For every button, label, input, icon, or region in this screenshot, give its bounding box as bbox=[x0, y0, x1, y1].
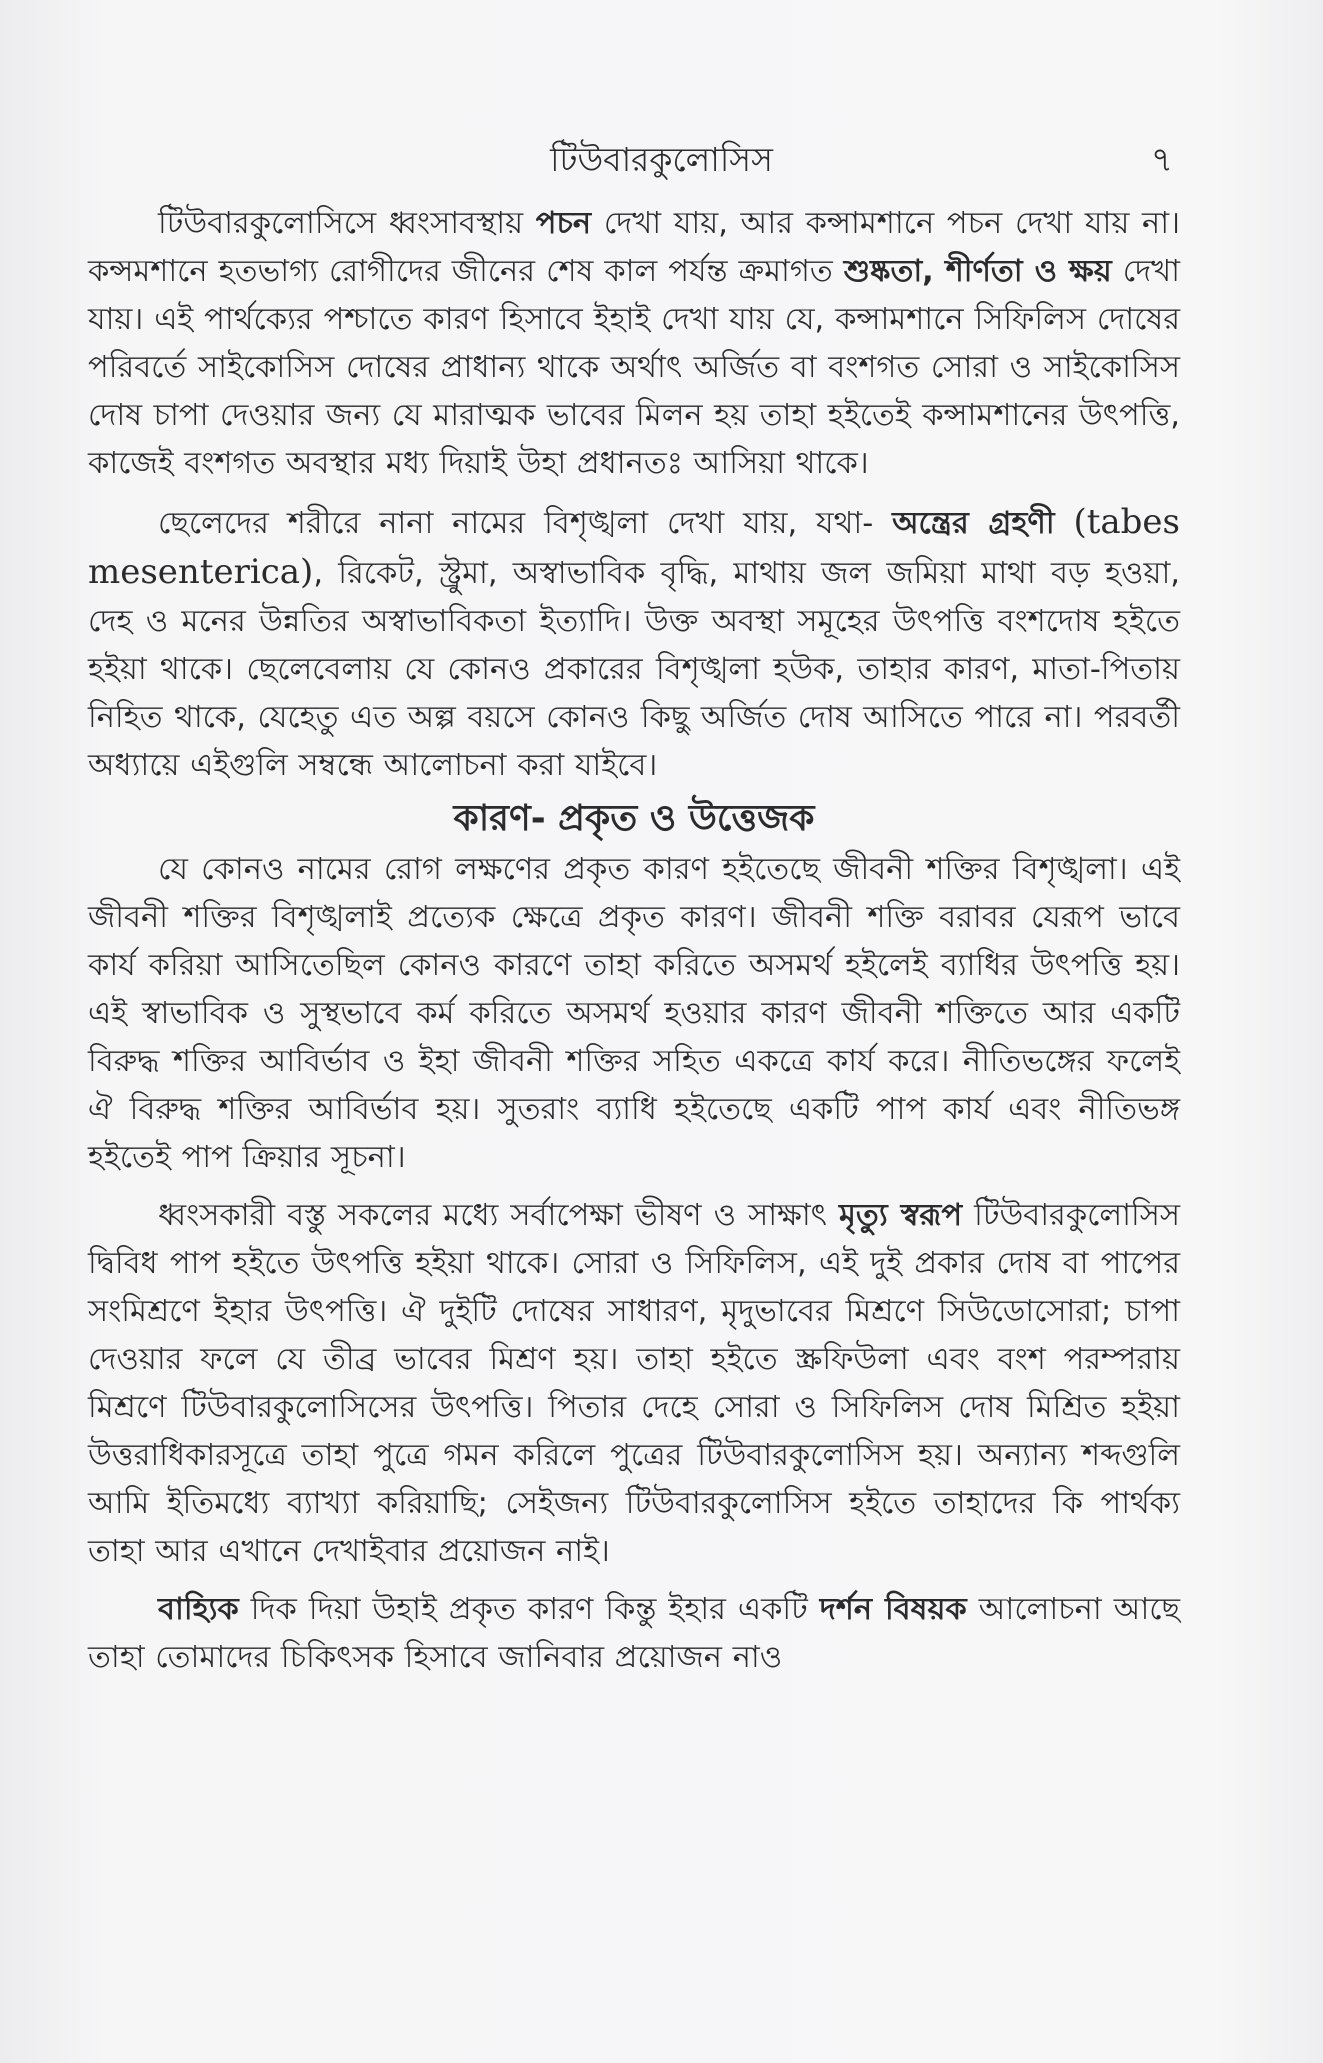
paragraph-4-text-a: ধ্বংসকারী বস্তু সকলের মধ্যে সর্বাপেক্ষা ভীষণ ও সাক্ষাৎ bbox=[158, 1198, 839, 1233]
paragraph-1-bold-b: শুষ্কতা, শীর্ণতা ও ক্ষয় bbox=[843, 254, 1112, 289]
paragraph-1-text-c: দেখা যায়। এই পার্থক্যের পশ্চাতে কারণ হিসাবে ইহাই দেখা যায় যে, কন্সামশানে সিফিলিস দোষের পরিবর্তে সাইকোসিস দোষের প্রাধান্য থাকে অর্থাৎ অর্জিত বা বংশগত সোরা ও সাইকোসিস দোষ চাপা দেওয়ার জন্য যে মারাত্মক ভাবের মিলন হয় তাহা হইতেই কন্সামশানের উৎপত্তি, কাজেই বংশগত অবস্থার মধ্য দিয়াই উহা প্রধানতঃ আসিয়া থাকে। bbox=[88, 254, 1180, 481]
paragraph-1 bbox=[88, 200, 1180, 488]
paragraph-2-latin-term: (tabes mesenterica) bbox=[88, 502, 1180, 592]
paragraph-4 bbox=[88, 1192, 1180, 1576]
section-heading: কারণ- প্রকৃত ও উত্তেজক bbox=[453, 798, 815, 839]
paragraph-4-bold-a: মৃত্যু স্বরূপ bbox=[839, 1198, 963, 1233]
paragraph-5-bold-a: বাহ্যিক bbox=[158, 1592, 239, 1627]
paragraph-1-text-b: দেখা যায়, আর কন্সামশানে পচন দেখা যায় না। কন্সমশানে হতভাগ্য রোগীদের জীনের শেষ কাল পর্যন্ত ক্রমাগত bbox=[88, 206, 1180, 289]
paragraph-3 bbox=[88, 846, 1180, 1182]
paragraph-2 bbox=[88, 498, 1180, 790]
page-number: ৭ bbox=[1150, 140, 1173, 180]
paragraph-5 bbox=[88, 1586, 1180, 1682]
paragraph-3-text: যে কোনও নামের রোগ লক্ষণের প্রকৃত কারণ হইতেছে জীবনী শক্তির বিশৃঙ্খলা। এই জীবনী শক্তির বিশৃঙ্খলাই প্রত্যেক ক্ষেত্রে প্রকৃত কারণ। জীবনী শক্তি বরাবর যেরূপ ভাবে কার্য করিয়া আসিতেছিল কোনও কারণে তাহা করিতে অসমর্থ হইলেই ব্যাধির উৎপত্তি হয়। এই স্বাভাবিক ও সুস্থভাবে কর্ম করিতে অসমর্থ হওয়ার কারণ জীবনী শক্তিতে আর একটি বিরুদ্ধ শক্তির আবির্ভাব ও ইহা জীবনী শক্তির সহিত একত্রে কার্য করে। নীতিভঙ্গের ফলেই ঐ বিরুদ্ধ শক্তির আবির্ভাব হয়। সুতরাং ব্যাধি হইতেছে একটি পাপ কার্য এবং নীতিভঙ্গ হইতেই পাপ ক্রিয়ার সূচনা। bbox=[88, 852, 1180, 1175]
paragraph-5-text-b: আলোচনা আছে তাহা তোমাদের চিকিৎসক হিসাবে জানিবার প্রয়োজন নাও bbox=[88, 1592, 1181, 1675]
paragraph-5-text-a: দিক দিয়া উহাই প্রকৃত কারণ কিন্তু ইহার একটি bbox=[238, 1592, 820, 1627]
paragraph-2-text-a: ছেলেদের শরীরে নানা নামের বিশৃঙ্খলা দেখা যায়, যথা- bbox=[158, 506, 893, 541]
paragraph-2-bold-a: অন্ত্রের গ্রহণী bbox=[892, 506, 1055, 541]
running-title: টিউবারকুলোসিস bbox=[550, 140, 773, 179]
paragraph-2-text-b: , রিকেট, স্ট্রুমা, অস্বাভাবিক বৃদ্ধি, মাথায় জল জমিয়া মাথা বড় হওয়া, দেহ ও মনের উন্নতির অস্বাভাবিকতা ইত্যাদি। উক্ত অবস্থা সমূহের উৎপত্তি বংশদোষ হইতে হইয়া থাকে। ছেলেবেলায় যে কোনও প্রকারের বিশৃঙ্খলা হউক, তাহার কারণ, মাতা-পিতায় নিহিত থাকে, যেহেতু এত অল্প বয়সে কোনও কিছু অর্জিত দোষ আসিতে পারে না। পরবর্তী অধ্যায়ে এইগুলি সম্বন্ধে আলোচনা করা যাইবে। bbox=[88, 556, 1180, 783]
page-body bbox=[88, 200, 1180, 1682]
paragraph-1-text-a: টিউবারকুলোসিসে ধ্বংসাবস্থায় bbox=[158, 206, 536, 241]
paragraph-1-bold-a: পচন bbox=[535, 206, 592, 241]
running-header bbox=[0, 140, 1323, 190]
paragraph-5-bold-b: দর্শন বিষয়ক bbox=[819, 1592, 967, 1627]
paragraph-4-text-b: টিউবারকুলোসিস দ্বিবিধ পাপ হইতে উৎপত্তি হইয়া থাকে। সোরা ও সিফিলিস, এই দুই প্রকার দোষ বা পাপের সংমিশ্রণে ইহার উৎপত্তি। ঐ দুইটি দোষের সাধারণ, মৃদুভাবের মিশ্রণে সিউডোসোরা; চাপা দেওয়ার ফলে যে তীব্র ভাবের মিশ্রণ হয়। তাহা হইতে স্ক্রফিউলা এবং বংশ পরম্পরায় মিশ্রণে টিউবারকুলোসিসের উৎপত্তি। পিতার দেহে সোরা ও সিফিলিস দোষ মিশ্রিত হইয়া উত্তরাধিকারসূত্রে তাহা পুত্রে গমন করিলে পুত্রের টিউবারকুলোসিস হয়। অন্যান্য শব্দগুলি আমি ইতিমধ্যে ব্যাখ্যা করিয়াছি; সেইজন্য টিউবারকুলোসিস হইতে তাহাদের কি পার্থক্য তাহা আর এখানে দেখাইবার প্রয়োজন নাই। bbox=[88, 1198, 1181, 1569]
